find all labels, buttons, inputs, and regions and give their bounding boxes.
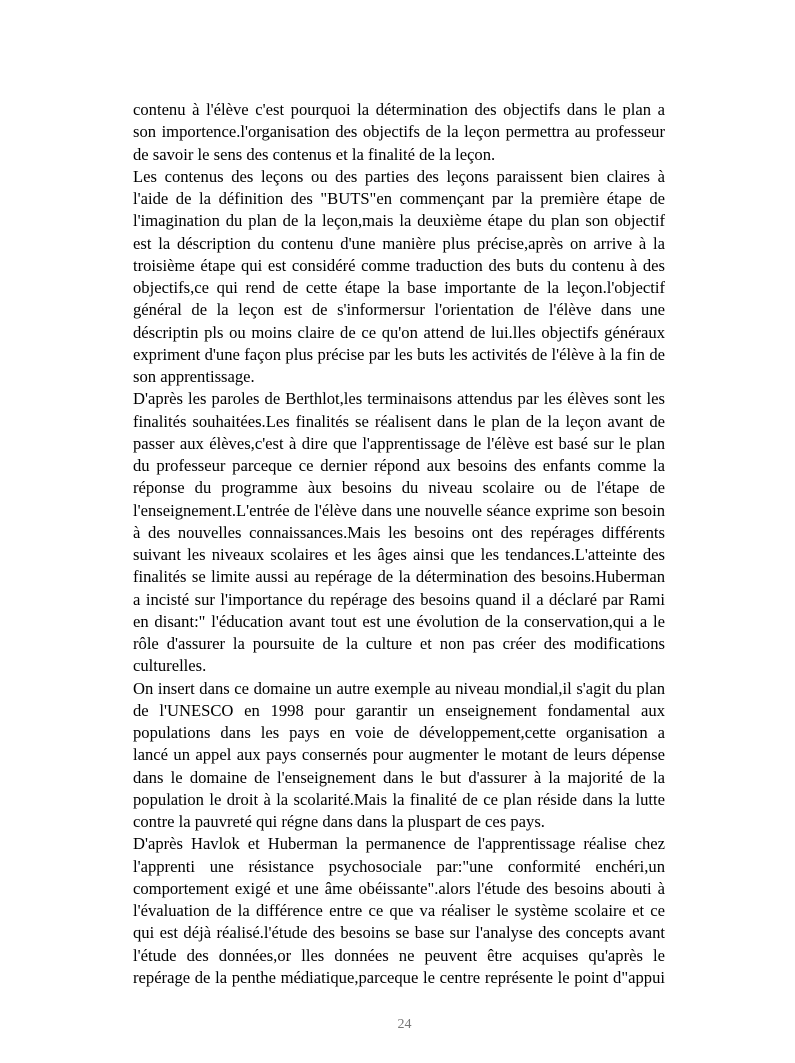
text-line: qui est déjà réalisé.l'étude des besoins se base sur l'analyse des concepts avant	[133, 923, 665, 943]
text-line: l'étude des données,or lles données ne peuvent être acquises qu'après le	[133, 945, 665, 965]
paragraph	[133, 99, 665, 166]
text-line: D'après les paroles de Berthlot,les terminaisons attendus par les élèves sont les	[133, 389, 665, 409]
text-line: culturelles.	[133, 656, 207, 676]
text-line: lancé un appel aux pays consernés pour augmenter le motant de leurs dépense	[133, 745, 665, 765]
text-line: de savoir le sens des contenus et la finalité de la leçon.	[133, 144, 496, 164]
text-line: contre la pauvreté qui régne dans dans la pluspart de ces pays.	[133, 812, 545, 831]
text-line: est la déscription du contenu d'une manière plus précise,après on arrive à la	[133, 233, 665, 253]
text-line: l'aide de la définition des "BUTS"en commençant par la première étape de	[133, 189, 665, 208]
text-line: finalités souhaitées.Les finalités se réalisent dans le plan de la leçon avant de	[133, 411, 665, 431]
text-line: son apprentissage.	[133, 367, 255, 386]
text-line: D'après Havlok et Huberman la permanence de l'apprentissage réalise chez	[133, 834, 665, 854]
text-line: troisième étape qui est considéré comme traduction des buts du contenu à des	[133, 255, 665, 275]
text-line: contenu à l'élève c'est pourquoi la détermination des objectifs dans le plan a	[133, 100, 665, 119]
text-line: de l'UNESCO en 1998 pour garantir un enseignement fondamental aux	[133, 700, 665, 720]
text-line: du professeur parceque ce dernier répond aux besoins des enfants comme la	[133, 456, 665, 475]
paragraph	[133, 388, 665, 677]
text-line: population le droit à la scolarité.Mais la finalité de ce plan réside dans la lutte	[133, 789, 665, 809]
text-line: déscriptin pls ou moins claire de ce qu'on attend de lui.lles objectifs généraux	[133, 322, 665, 342]
text-line: réponse du programme àux besoins du niveau scolaire ou de l'étape de	[133, 478, 665, 498]
text-line: dans le domaine de l'enseignement dans le but d'assurer à la majorité de la	[133, 767, 665, 787]
text-line: Les contenus des leçons ou des parties des leçons paraissent bien claires à	[133, 166, 665, 186]
paragraph	[133, 166, 665, 389]
text-line: rôle d'assurer la poursuite de la culture et non pas créer des modifications	[133, 634, 665, 653]
text-line: comportement exigé et une âme obéissante".alors l'étude des besoins abouti à	[133, 878, 665, 898]
text-line: l'apprenti une résistance psychosociale par:"une conformité enchéri,un	[133, 856, 665, 876]
text-line: repérage de la penthe médiatique,parceque le centre représente le point d"appui	[133, 967, 665, 987]
paragraph	[133, 833, 665, 989]
text-line: l'enseignement.L'entrée de l'élève dans une nouvelle séance exprime son besoin	[133, 500, 665, 520]
text-line: l'imagination du plan de la leçon,mais la deuxième étape du plan son objectif	[133, 211, 665, 231]
text-line: finalités se limite aussi au repérage de la détermination des besoins.Huberman	[133, 567, 665, 587]
text-line: l'évaluation de la différence entre ce que va réaliser le système scolaire et ce	[133, 901, 665, 920]
text-line: objectifs,ce qui rend de cette étape la base importante de la leçon.l'objectif	[133, 278, 665, 297]
text-line: expriment d'une façon plus précise par les buts les activités de l'élève à la fin de	[133, 344, 665, 364]
text-line: à des nouvelles connaissances.Mais les besoins ont des repérages différents	[133, 522, 665, 542]
paragraph	[133, 678, 665, 834]
text-line: suivant les niveaux scolaires et les âges ainsi que les tendances.L'atteinte des	[133, 545, 665, 564]
text-line: en disant:" l'éducation avant tout est une évolution de la conservation,qui a le	[133, 611, 665, 631]
text-line: populations dans les pays en voie de développement,cette organisation a	[133, 723, 665, 742]
text-line: a incisté sur l'importance du repérage des besoins quand il a déclaré par Rami	[133, 589, 665, 609]
text-line: On insert dans ce domaine un autre exemple au niveau mondial,il s'agit du plan	[133, 678, 665, 698]
text-line: passer aux élèves,c'est à dire que l'apprentissage de l'élève est basé sur le plan	[133, 433, 665, 453]
body-text	[133, 99, 665, 989]
text-line: général de la leçon est de s'informersur l'orientation de l'élève dans une	[133, 300, 665, 320]
text-line: son importence.l'organisation des objectifs de la leçon permettra au professeur	[133, 122, 665, 142]
page-number: 24	[397, 1017, 412, 1032]
